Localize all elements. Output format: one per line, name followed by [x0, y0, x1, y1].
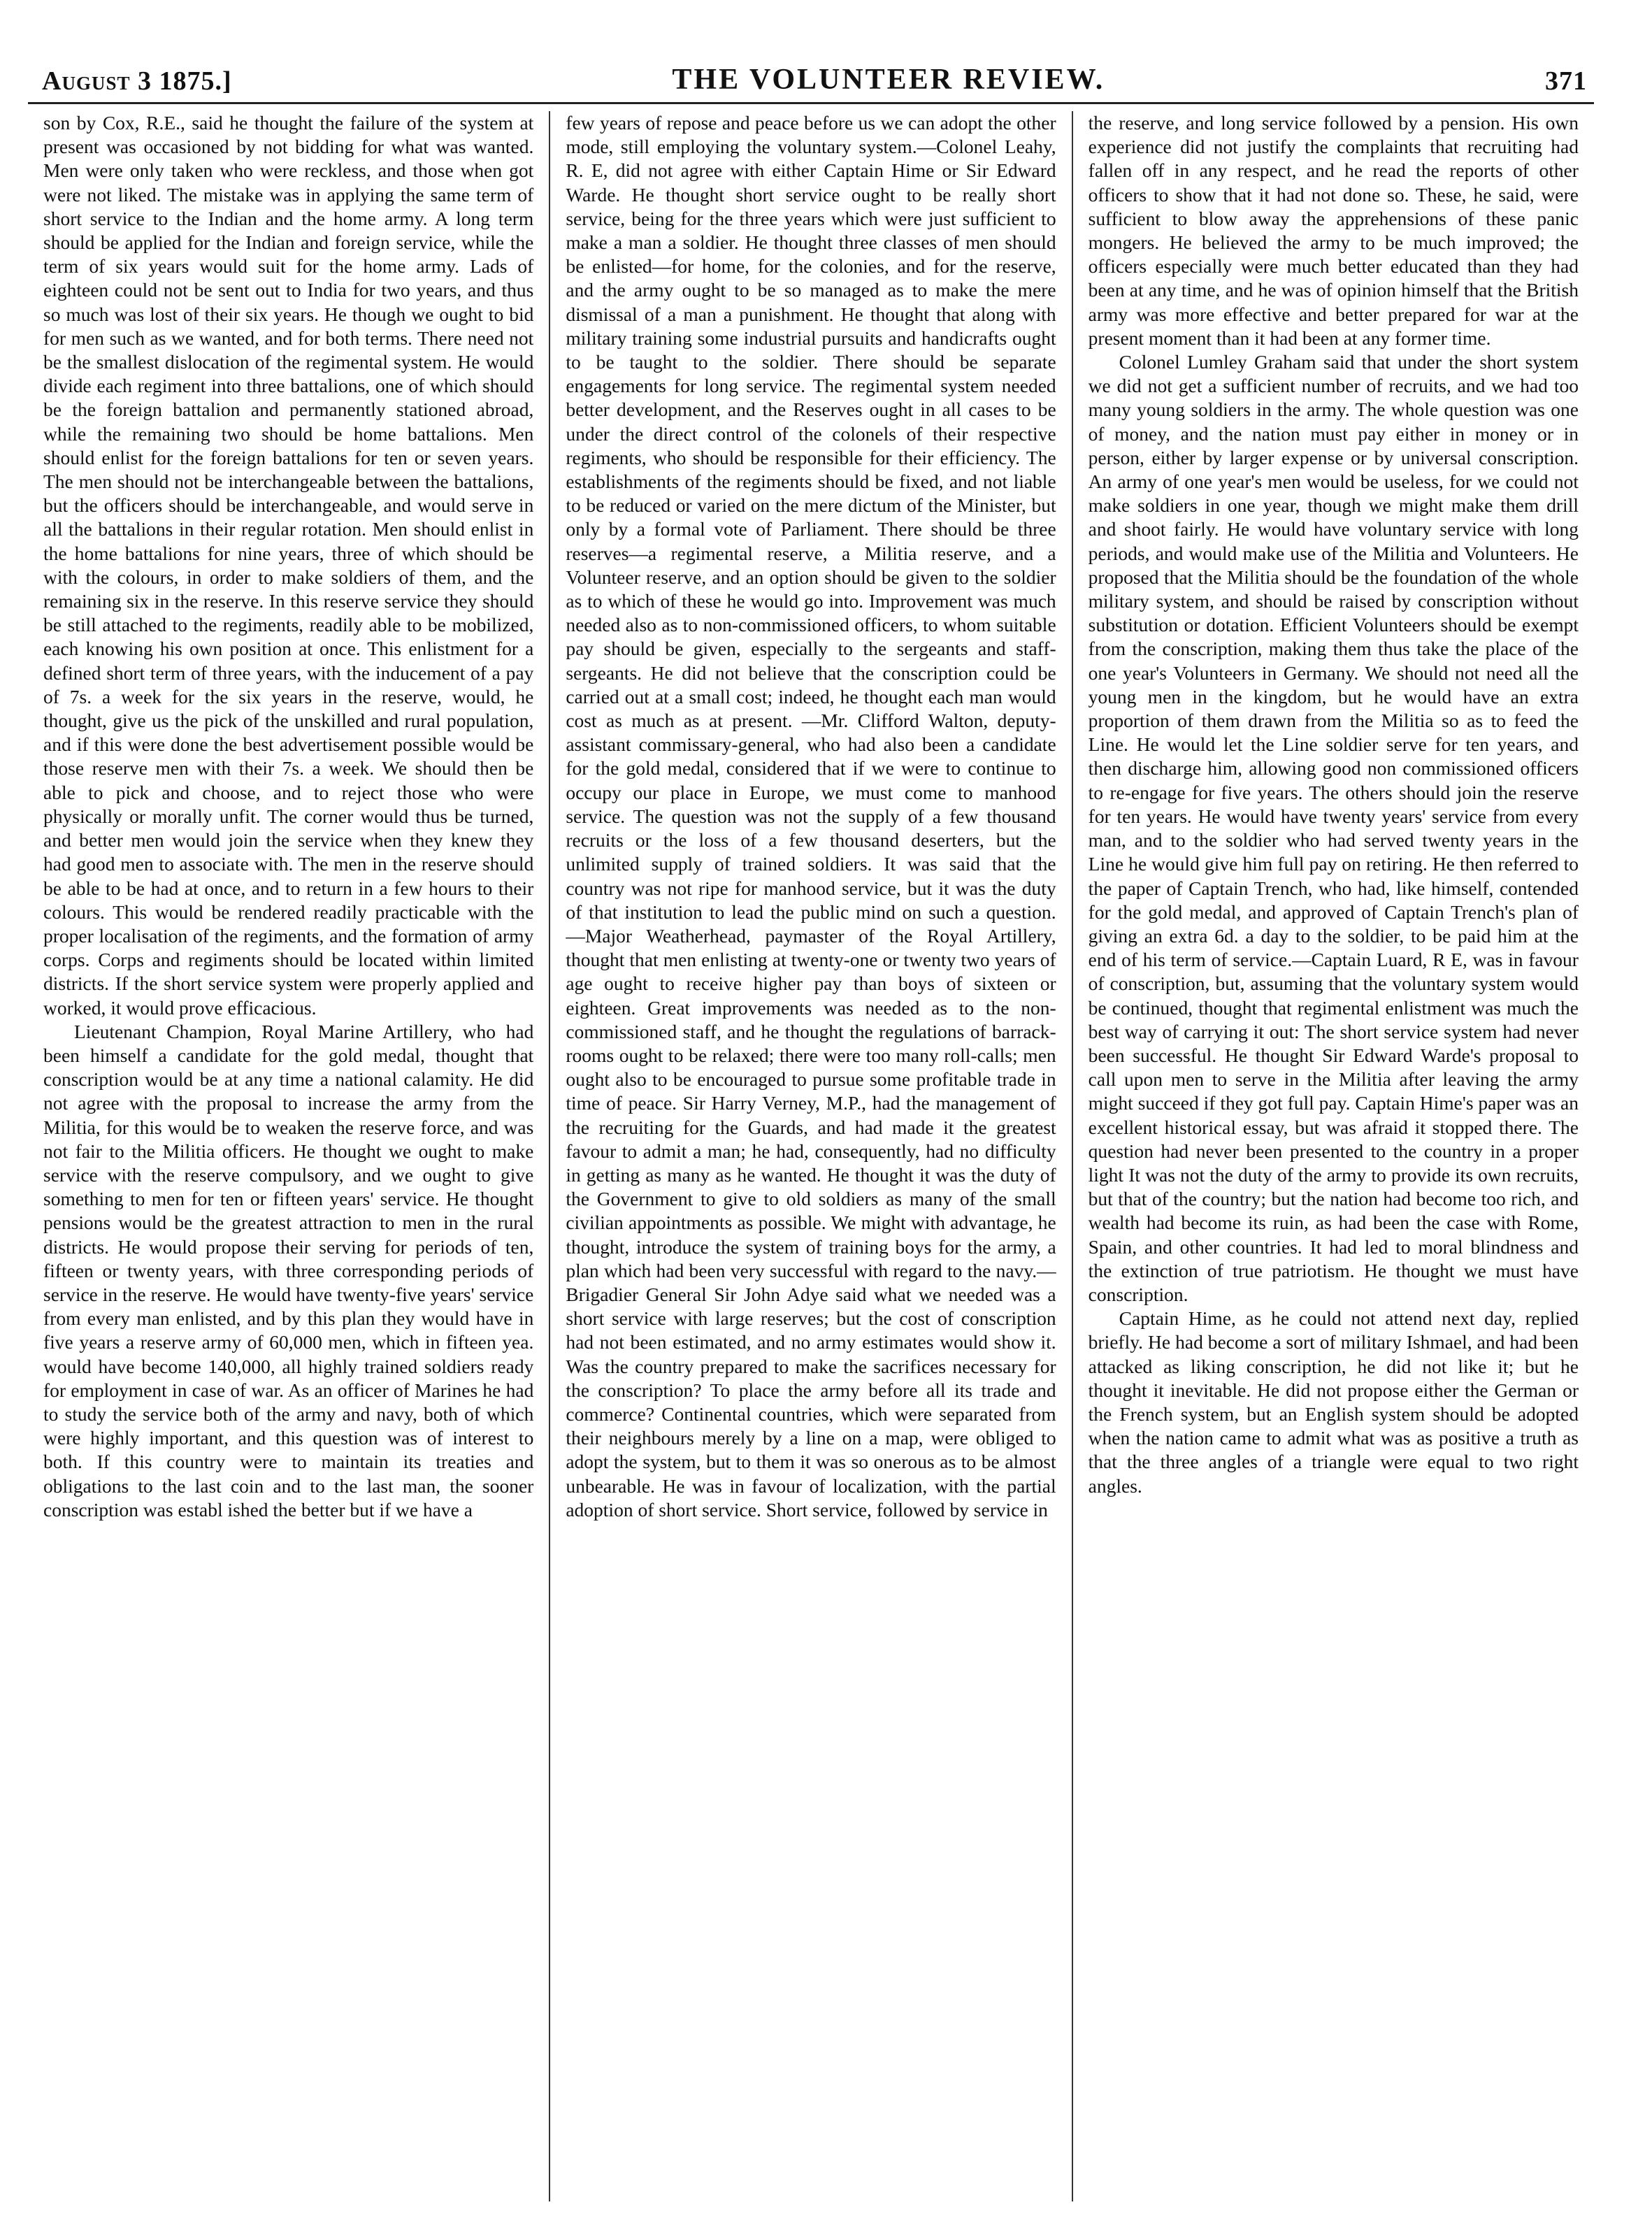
- column-3: [1072, 111, 1594, 2201]
- article-columns: [28, 104, 1594, 2201]
- page-number: 371: [1544, 66, 1587, 96]
- publication-title: THE VOLUNTEER REVIEW.: [672, 64, 1105, 96]
- paragraph: Colonel Lumley Graham said that under the short system we did not get a sufficient number of recruits, and we had too many young soldiers in the army. The whole question was one of money, and the nation must pay either in money or in person, either by larger expense or by universal conscription. An army of one year's men would be useless, for we could not make soldiers in one year, though we might make them drill and shoot fairly. He would have voluntary service with long periods, and would make use of the Militia and Volunteers. He proposed that the Militia should be the foundation of the whole military system, and should be raised by conscription without substitution or dotation. Efficient Volunteers should be exempt from the conscription, making them thus take the place of the one year's Volunteers in Germany. We should not need all the young men in the kingdom, but he would have an extra proportion of them drawn from the Militia so as to feed the Line. He would let the Line soldier serve for ten years, and then discharge him, allowing good non commissioned officers to re-engage for five years. The others should join the reserve for ten years. He would have twenty years' service from every man, and to the soldier who had served twenty years in the Line he would give him full pay on retiring. He then referred to the paper of Captain Trench, who had, like himself, contended for the gold medal, and approved of Captain Trench's plan of giving an extra 6d. a day to the soldier, to be paid him at the end of his term of service.—Captain Luard, R E, was in favour of conscription, but, assuming that the voluntary system would be continued, thought that regimental enlistment was much the best way of carrying it out: The short service system had never been successful. He thought Sir Edward Warde's proposal to call upon men to serve in the Militia after leaving the army might succeed if they got full pay. Captain Hime's paper was an excellent historical essay, but was afraid it stopped there. The question had never been presented to the country in a proper light It was not the duty of the army to provide its own recruits, but that of the country; but the nation had become too rich, and wealth had become its ruin, as had been the case with Rome, Spain, and other countries. It had led to moral blindness and the extinction of true patriotism. He thought we must have conscription.: [1088, 351, 1579, 1305]
- paragraph: son by Cox, R.E., said he thought the failure of the system at present was occasioned by not bidding for what was wanted. Men were only taken who were reckless, and those when got were not liked. The mistake was in applying the same term of short service to the Indian and the home army. A long term should be applied for the Indian and foreign service, while the term of six years would suit for the home army. Lads of eighteen could not be sent out to India for two years, and thus so much was lost of their six years. He though we ought to bid for men such as we wanted, and for both terms. There need not be the smallest dislocation of the regimental system. He would divide each regiment into three battalions, one of which should be the foreign battalion and permanently stationed abroad, while the remaining two should be home battalions. Men should enlist for the foreign battalions for ten or seven years. The men should not be interchangeable between the battalions, but the officers should be interchangeable, and would serve in all the battalions in their regular rotation. Men should enlist in the home battalions for nine years, three of which should be with the colours, in order to make soldiers of them, and the remaining six in the reserve. In this reserve service they should be still attached to the regiments, readily able to be mobilized, each knowing his own position at once. This enlistment for a defined short term of three years, with the inducement of a pay of 7s. a week for the six years in the reserve, would, he thought, give us the pick of the unskilled and rural population, and if this were done the best advertisement possible would be those reserve men with their 7s. a week. We should then be able to pick and choose, and to reject those who were physically or morally unfit. The corner would thus be turned, and better men would join the service when they knew they had good men to associate with. The men in the reserve should be able to be had at once, and to return in a few hours to their colours. This would be rendered readily practicable with the proper localisation of the regiments, and the formation of army corps. Corps and regiments should be located within limited districts. If the short service system were properly applied and worked, it would prove efficacious.: [43, 112, 534, 1019]
- issue-date: August 3 1875.]: [42, 66, 232, 96]
- column-1: [28, 111, 549, 2201]
- paragraph: few years of repose and peace before us we can adopt the other mode, still employing the voluntary system.—Colonel Leahy, R. E, did not agree with either Captain Hime or Sir Edward Warde. He thought short service ought to be really short service, being for the three years which were just sufficient to make a man a soldier. He thought three classes of men should be enlisted—for home, for the colonies, and for the reserve, and the army ought to be so managed as to make the mere dismissal of a man a punishment. He thought that along with military training some industrial pursuits and handicrafts ought to be taught to the soldier. There should be separate engagements for long service. The regimental system needed better development, and the Reserves ought in all cases to be under the direct control of the colonels of their respective regiments, who should be responsible for their efficiency. The establishments of the regiments should be fixed, and not liable to be reduced or varied on the mere dictum of the Minister, but only by a formal vote of Parliament. There should be three reserves—a regimental reserve, a Militia reserve, and a Volunteer reserve, and an option should be given to the soldier as to which of these he would go into. Improvement was much needed also as to non-commissioned officers, to whom suitable pay should be given, especially to the sergeants and staff-sergeants. He did not believe that the conscription could be carried out at a small cost; indeed, he thought each man would cost as much as at present. —Mr. Clifford Walton, deputy-assistant commissary-general, who had also been a candidate for the gold medal, considered that if we were to continue to occupy our place in Europe, we must come to manhood service. The question was not the supply of a few thousand recruits or the loss of a few thousand deserters, but the unlimited supply of trained soldiers. It was said that the country was not ripe for manhood service, but it was the duty of that institution to lead the public mind on such a question. —Major Weatherhead, paymaster of the Royal Artillery, thought that men enlisting at twenty-one or twenty two years of age ought to receive higher pay than boys of sixteen or eighteen. Great improvements was needed as to the non-commissioned staff, and he thought the regulations of barrack-rooms ought to be relaxed; there were too many roll-calls; men ought also to be encouraged to pursue some profitable trade in time of peace. Sir Harry Verney, M.P., had the management of the recruiting for the Guards, and had made it the greatest favour to admit a man; he had, consequently, had no difficulty in getting as many as he wanted. He thought it was the duty of the Government to give to old soldiers as many of the small civilian appointments as possible. We might with advantage, he thought, introduce the system of training boys for the army, a plan which had been very successful with regard to the navy.—Brigadier General Sir John Adye said what we needed was a short service with large reserves; but the cost of conscription had not been estimated, and no army estimates would show it. Was the country prepared to make the sacrifices necessary for the conscription? To place the army before all its trade and commerce? Continental countries, which were separated from their neighbours merely by a line on a map, were obliged to adopt the system, but to them it was so onerous as to be almost unbearable. He was in favour of localization, with the partial adoption of short service. Short service, followed by service in: [566, 112, 1056, 1521]
- paragraph: the reserve, and long service followed by a pension. His own experience did not justify the complaints that recruiting had fallen off in any respect, and he read the reports of other officers to show that it had not done so. These, he said, were sufficient to blow away the apprehensions of these panic mongers. He believed the army to be much improved; the officers especially were much better educated than they had been at any time, and he was of opinion himself that the British army was more effective and better prepared for war at the present moment than it had been at any former time.: [1088, 112, 1579, 349]
- page-header: [28, 42, 1594, 104]
- paragraph: Lieutenant Champion, Royal Marine Artillery, who had been himself a candidate for the gold medal, thought that conscription would be at any time a national calamity. He did not agree with the proposal to increase the army from the Militia, for this would be to weaken the reserve force, and was not fair to the Militia officers. He thought we ought to make service with the reserve compulsory, and we ought to give something to men for ten or fifteen years' service. He thought pensions would be the greatest attraction to men in the rural districts. He would propose their serving for periods of ten, fifteen or twenty years, with three corresponding periods of service in the reserve. He would have twenty-five years' service from every man enlisted, and by this plan they would have in five years a reserve army of 60,000 men, which in fifteen yea. would have become 140,000, all highly trained soldiers ready for employment in case of war. As an officer of Marines he had to study the service both of the army and navy, both of which were highly important, and this question was of interest to both. If this country were to maintain its treaties and obligations to the last coin and to the last man, the sooner conscription was establ ished the better but if we have a: [43, 1020, 534, 1521]
- newspaper-page: [28, 42, 1594, 2202]
- column-2: [549, 111, 1071, 2201]
- paragraph: Captain Hime, as he could not attend next day, replied briefly. He had become a sort of military Ishmael, and had been attacked as liking conscription, he did not like it; but he thought it inevitable. He did not propose either the German or the French system, but an English system should be adopted when the nation came to admit what was as positive a truth as that the three angles of a triangle were equal to two right angles.: [1088, 1307, 1579, 1497]
